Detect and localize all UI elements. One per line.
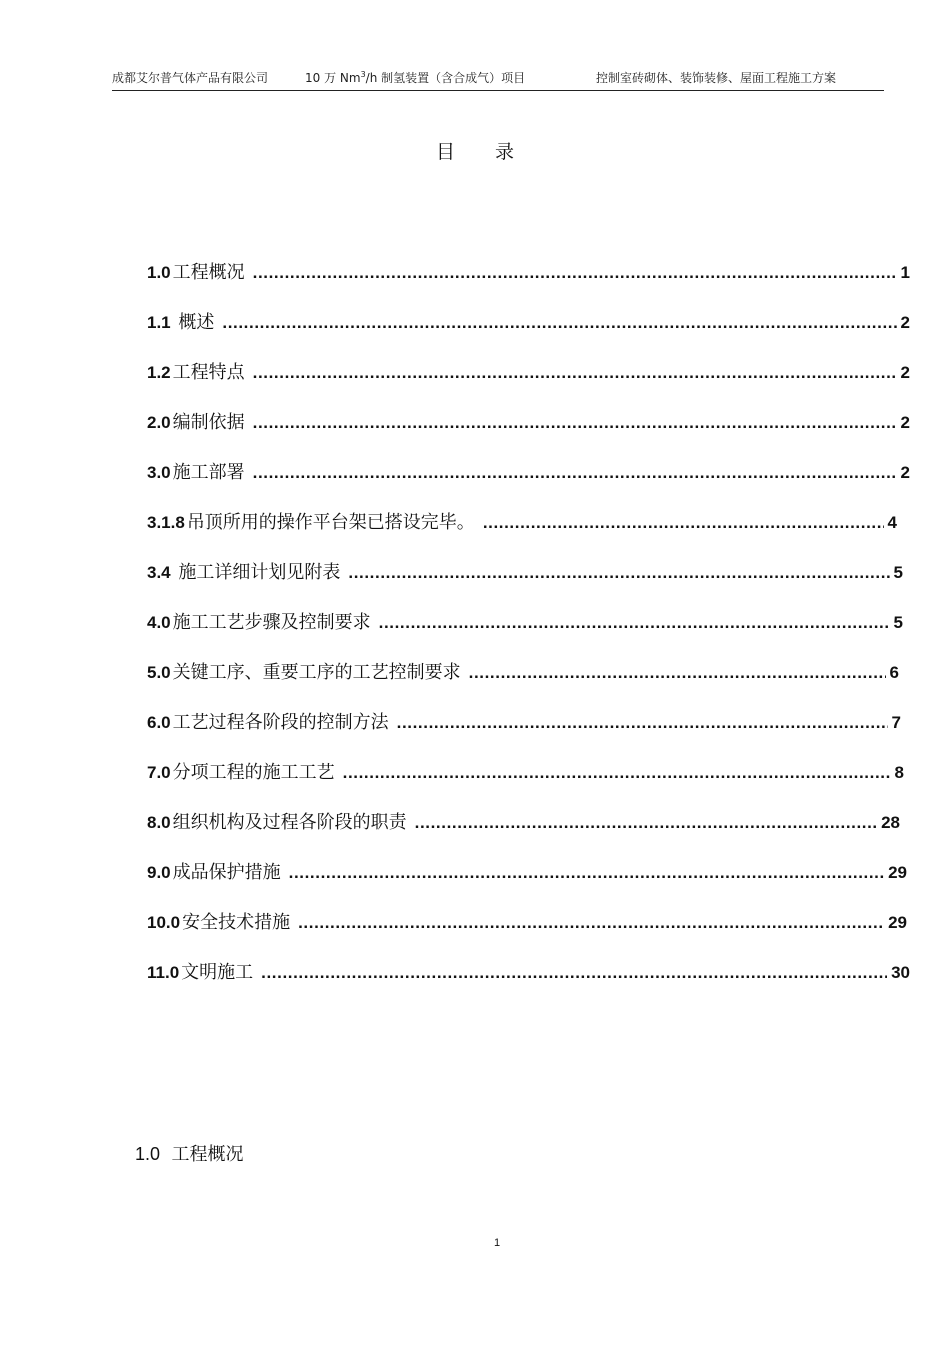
toc-entry-page: 7 — [891, 713, 901, 732]
toc-leader-dots — [415, 813, 877, 833]
header-company: 成都艾尔普气体产品有限公司 — [112, 71, 269, 85]
toc-entry-number: 10.0 — [147, 913, 181, 932]
toc-title: 目录 — [435, 141, 554, 163]
toc-entry-number: 4.0 — [147, 613, 171, 632]
toc-entry-number: 5.0 — [147, 663, 171, 682]
toc-entry-number: 1.0 — [147, 263, 171, 282]
toc-leader-dots — [298, 913, 884, 933]
toc-entry-title: 施工工艺步骤及控制要求 — [172, 612, 371, 633]
toc-entry-page: 29 — [888, 863, 907, 882]
toc-entry-number: 9.0 — [147, 863, 171, 882]
toc-leader-dots — [253, 413, 897, 433]
toc-leader-dots — [253, 463, 897, 483]
toc-entry-number: 11.0 — [147, 963, 180, 982]
toc-entry[interactable] — [147, 958, 910, 984]
toc-entry-page: 28 — [881, 813, 900, 832]
toc-entry-title: 工艺过程各阶段的控制方法 — [172, 712, 389, 733]
toc-entry-page: 5 — [893, 563, 903, 582]
toc-entry-number: 3.1.8 — [147, 513, 185, 532]
toc-entry-page: 30 — [891, 963, 910, 982]
toc-entry-number: 2.0 — [147, 413, 171, 432]
toc-entry[interactable] — [147, 508, 897, 534]
page-number: 1 — [493, 1237, 501, 1249]
toc-entry[interactable] — [147, 708, 901, 734]
toc-entry-page: 2 — [900, 363, 910, 382]
section-title: 工程概况 — [171, 1144, 244, 1165]
header-project-superscript: 3 — [360, 70, 366, 79]
toc-entry[interactable] — [147, 558, 903, 584]
toc-entry[interactable] — [147, 908, 907, 934]
toc-entry-page: 2 — [900, 463, 910, 482]
toc-entry-number: 7.0 — [147, 763, 171, 782]
toc-leader-dots — [469, 663, 886, 683]
toc-entry-number: 3.4 — [147, 563, 171, 582]
toc-entry[interactable] — [147, 658, 899, 684]
toc-entry-title: 关键工序、重要工序的工艺控制要求 — [172, 662, 461, 683]
toc-entry[interactable] — [147, 408, 910, 434]
toc-entry[interactable] — [147, 358, 910, 384]
toc-entry-title: 工程概况 — [172, 262, 245, 283]
header-project — [305, 69, 525, 86]
toc-entry-title: 分项工程的施工工艺 — [172, 762, 335, 783]
toc-entry-page: 4 — [887, 513, 897, 532]
toc-leader-dots — [253, 263, 897, 283]
toc-entry-title: 组织机构及过程各阶段的职责 — [172, 812, 407, 833]
toc-leader-dots — [253, 363, 897, 383]
toc-entry-number: 1.2 — [147, 363, 171, 382]
toc-entry-number: 3.0 — [147, 463, 171, 482]
toc-leader-dots — [379, 613, 890, 633]
toc-entry[interactable] — [147, 758, 904, 784]
toc-entry-number: 6.0 — [147, 713, 171, 732]
toc-leader-dots — [348, 563, 889, 583]
toc-entry[interactable] — [147, 608, 903, 634]
toc-leader-dots — [261, 963, 887, 983]
toc-entry-title: 工程特点 — [172, 362, 245, 383]
toc-entry-page: 5 — [893, 613, 903, 632]
header-doc-title: 控制室砖砌体、装饰装修、屋面工程施工方案 — [596, 71, 837, 85]
toc-entry-title: 施工详细计划见附表 — [172, 562, 341, 583]
section-heading — [135, 1140, 243, 1166]
toc-entry-title: 成品保护措施 — [172, 862, 281, 883]
toc-entry[interactable] — [147, 808, 900, 834]
toc-leader-dots — [397, 713, 888, 733]
toc-entry-title: 概述 — [172, 312, 215, 333]
toc-entry-page: 1 — [900, 263, 910, 282]
toc-entry-page: 8 — [894, 763, 904, 782]
header-project-suffix: /h 制氢装置（含合成气）项目 — [365, 71, 526, 85]
toc-entry-page: 29 — [888, 913, 907, 932]
toc-entry[interactable] — [147, 858, 907, 884]
toc-leader-dots — [222, 313, 896, 333]
toc-leader-dots — [289, 863, 884, 883]
toc-leader-dots — [343, 763, 891, 783]
toc-entry[interactable] — [147, 458, 910, 484]
toc-entry-title: 安全技术措施 — [182, 912, 291, 933]
header-project-prefix: 10 万 Nm — [305, 71, 361, 85]
toc-entry-title: 编制依据 — [172, 412, 245, 433]
toc-entry-page: 6 — [889, 663, 899, 682]
toc-entry-title: 施工部署 — [172, 462, 245, 483]
toc-entry-page: 2 — [900, 413, 910, 432]
toc-leader-dots — [483, 513, 884, 533]
page-header — [112, 66, 884, 91]
toc-entry-number: 8.0 — [147, 813, 171, 832]
toc-entry-title: 文明施工 — [181, 962, 254, 983]
section-number: 1.0 — [135, 1144, 161, 1164]
toc-entry-title: 吊顶所用的操作平台架已搭设完毕。 — [186, 512, 475, 533]
toc-entry-page: 2 — [900, 313, 910, 332]
toc-entry[interactable] — [147, 308, 910, 334]
toc-entry[interactable] — [147, 258, 910, 284]
toc-entry-number: 1.1 — [147, 313, 171, 332]
